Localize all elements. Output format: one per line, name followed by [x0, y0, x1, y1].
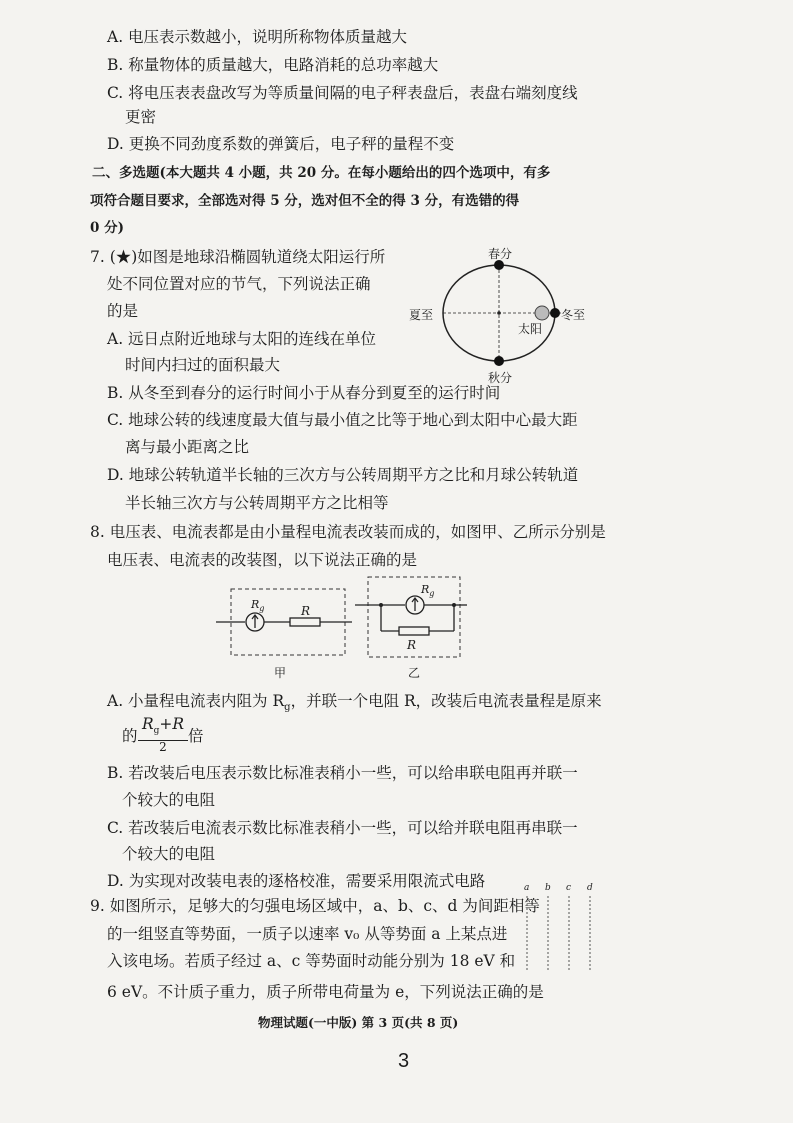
yi-resistor: [399, 627, 429, 635]
jia-rg-label: $R_g$: [251, 598, 265, 614]
label-autumn: 秋分: [488, 371, 513, 385]
sun: [535, 306, 549, 320]
jia-r-label: R: [301, 604, 311, 618]
q7-stem-line3: 的是: [107, 302, 139, 320]
q6-option-c-line2: 更密: [125, 108, 157, 126]
earth-autumn: [494, 356, 504, 366]
q7-option-a-line1: A. 远日点附近地球与太阳的连线在单位: [107, 330, 377, 348]
q7-option-c-line1: C. 地球公转的线速度最大值与最小值之比等于地心到太阳中心最大距: [107, 411, 578, 429]
q7-option-d-line2: 半长轴三次方与公转周期平方之比相等: [125, 494, 389, 512]
q7-option-c-line2: 离与最小距离之比: [125, 438, 250, 456]
q7-option-b: B. 从冬至到春分的运行时间小于从春分到夏至的运行时间: [107, 384, 501, 402]
q7-stem-line1: 7. (★)如图是地球沿椭圆轨道绕太阳运行所: [90, 248, 386, 266]
label-spring: 春分: [488, 247, 513, 261]
equipotential-diagram: [520, 882, 600, 974]
q8-option-a-line1: A. 小量程电流表内阻为 $R_g$，并联一个电阻 R，改装后电流表量程是原来: [107, 692, 602, 714]
earth-winter: [550, 308, 560, 318]
q6-option-a: A. 电压表示数越小，说明所称物体质量越大: [107, 28, 408, 46]
q8-stem-line2: 电压表、电流表的改装图，以下说法正确的是: [107, 551, 418, 569]
label-sun: 太阳: [518, 322, 543, 336]
section-header-line2: 项符合题目要求，全部选对得 5 分，选对但不全的得 3 分，有选错的得: [90, 193, 520, 209]
q9-stem-line4: 6 eV。不计质子重力，质子所带电荷量为 e，下列说法正确的是: [107, 983, 544, 1001]
jia-caption: 甲: [274, 666, 287, 680]
q8-option-b-line2: 个较大的电阻: [122, 791, 216, 809]
page-footer: 物理试题(一中版) 第 3 页(共 8 页): [258, 1015, 459, 1030]
plane-label-b: b: [545, 883, 551, 893]
yi-r-label: R: [407, 638, 417, 652]
q7-stem-line2: 处不同位置对应的节气，下列说法正确: [107, 275, 371, 293]
plane-label-a: a: [524, 883, 530, 893]
q8-option-d: D. 为实现对改装电表的逐格校准，需要采用限流式电路: [107, 872, 486, 890]
q6-option-d: D. 更换不同劲度系数的弹簧后，电子秤的量程不变: [107, 135, 455, 153]
q6-option-b: B. 称量物体的质量越大，电路消耗的总功率越大: [107, 56, 439, 74]
circuit-jia: [214, 585, 354, 660]
section-header-line3: 0 分): [90, 220, 124, 236]
q9-stem-line1: 9. 如图所示，足够大的匀强电场区域中，a、b、c、d 为间距相等: [90, 897, 540, 915]
section-header-line1: 二、多选题(本大题共 4 小题，共 20 分。在每小题给出的四个选项中，有多: [92, 165, 551, 181]
q8-option-c-line1: C. 若改装后电流表示数比标准表稍小一些，可以给并联电阻再串联一: [107, 819, 578, 837]
page-number: 3: [398, 1050, 410, 1072]
q9-stem-line2: 的一组竖直等势面，一质子以速率 v₀ 从等势面 a 上某点进: [107, 925, 508, 943]
label-summer: 夏至: [409, 308, 434, 322]
label-winter: 冬至: [561, 308, 586, 322]
q8-stem-line1: 8. 电压表、电流表都是由小量程电流表改装而成的，如图甲、乙所示分别是: [90, 523, 606, 541]
plane-label-d: d: [587, 883, 593, 893]
q6-option-c-line1: C. 将电压表表盘改写为等质量间隔的电子秤表盘后，表盘右端刻度线: [107, 84, 578, 102]
q9-stem-line3: 入该电场。若质子经过 a、c 等势面时动能分别为 18 eV 和: [107, 952, 516, 970]
plane-label-c: c: [566, 883, 572, 893]
jia-resistor: [290, 618, 320, 626]
q8-option-c-line2: 个较大的电阻: [122, 845, 216, 863]
yi-caption: 乙: [408, 666, 421, 680]
q7-option-d-line1: D. 地球公转轨道半长轴的三次方与公转周期平方之比和月球公转轨道: [107, 466, 579, 484]
ellipse-center: [497, 311, 501, 315]
yi-rg-label: $R_g$: [421, 583, 435, 599]
q8-option-b-line1: B. 若改装后电压表示数比标准表稍小一些，可以给串联电阻再并联一: [107, 764, 578, 782]
fraction: $R_g+R$ 2: [138, 716, 188, 754]
q7-option-a-line2: 时间内扫过的面积最大: [125, 356, 281, 374]
